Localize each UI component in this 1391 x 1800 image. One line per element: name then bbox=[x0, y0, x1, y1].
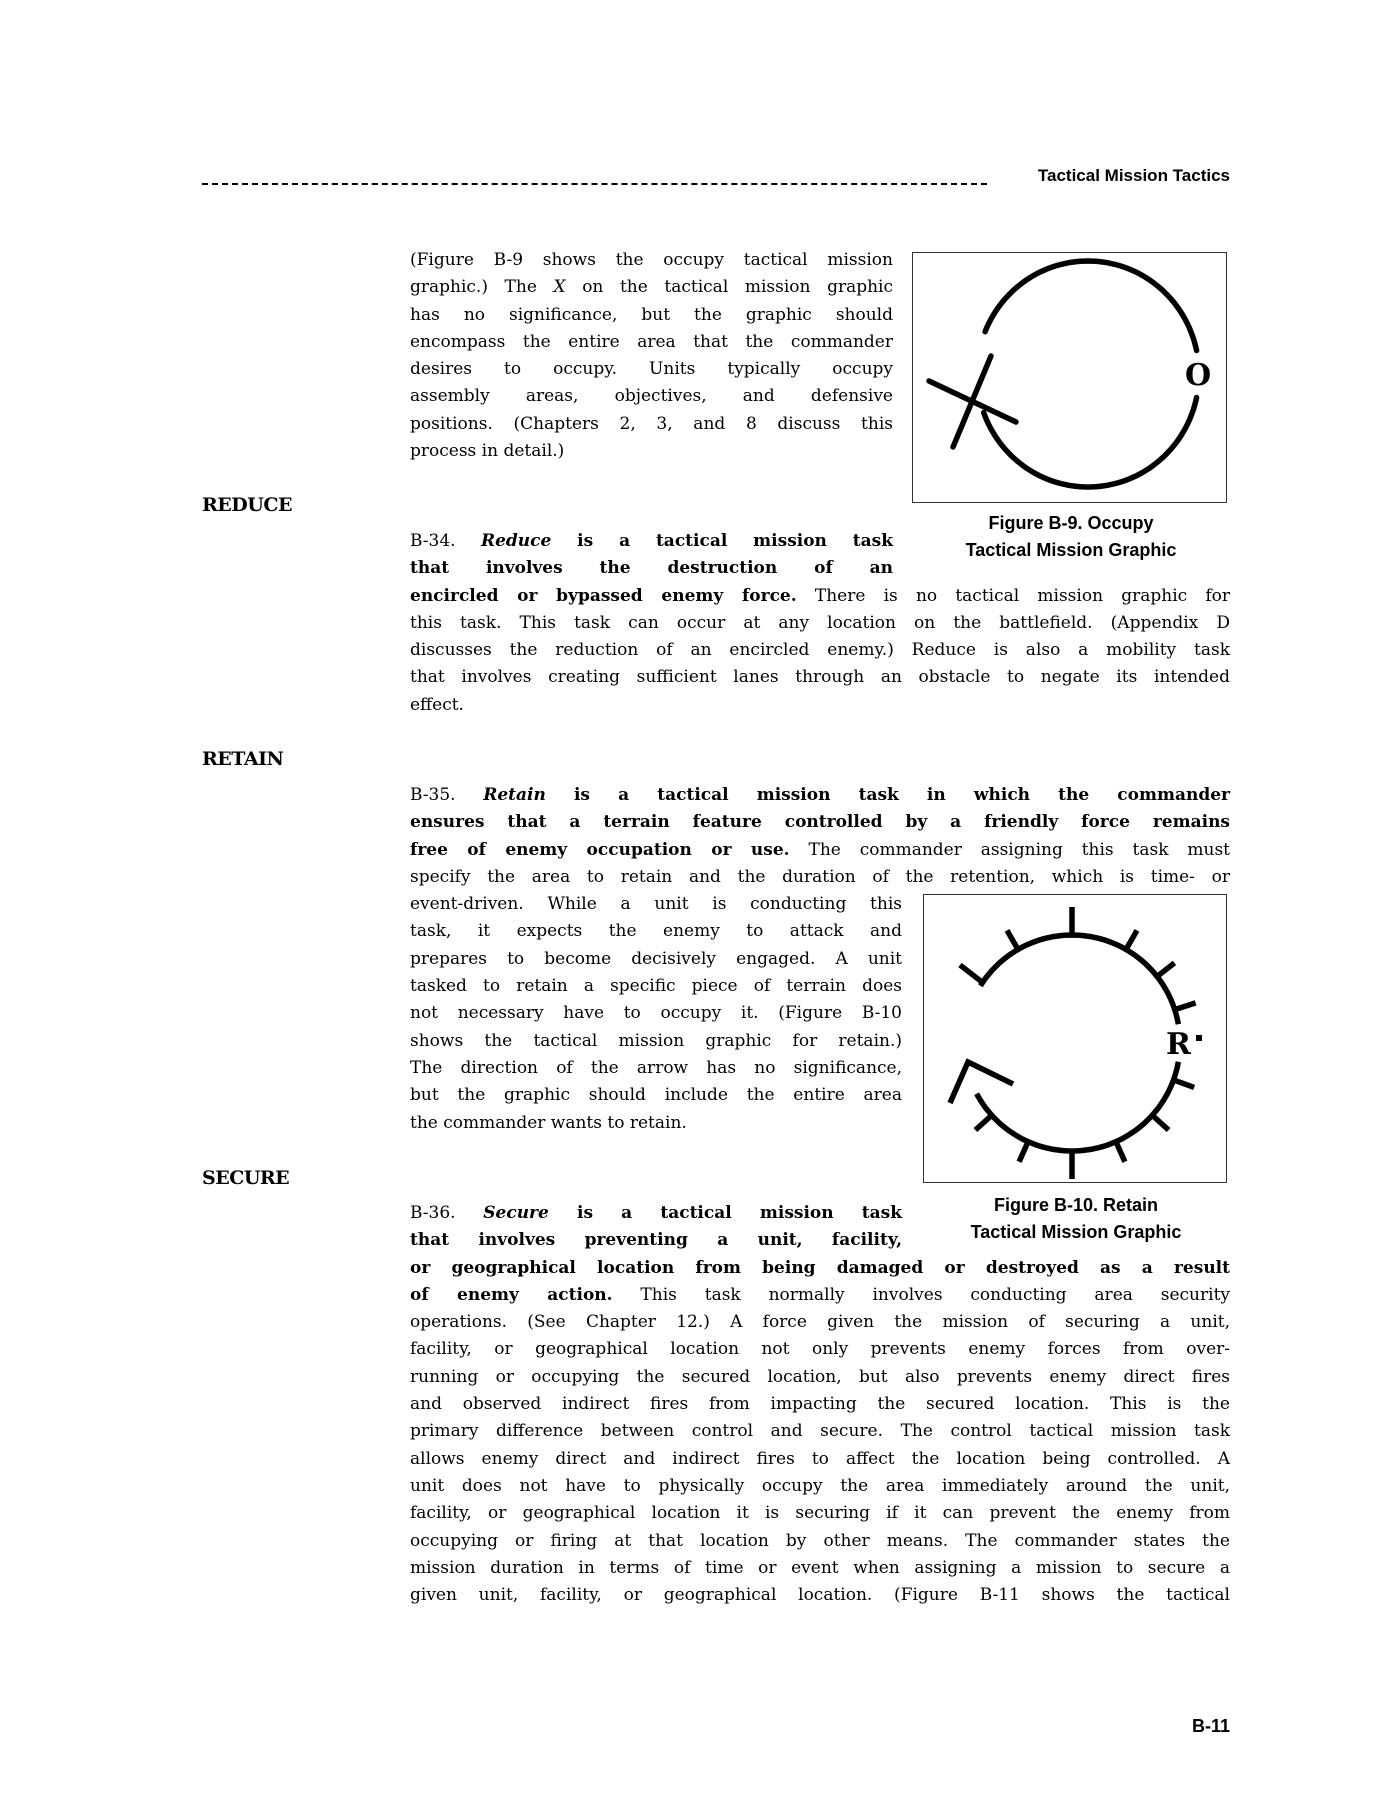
text-run: given unit, facility, or geographical location. (Figure B-11 shows the tactical bbox=[410, 1585, 1230, 1606]
heading-secure: SECURE bbox=[202, 1167, 290, 1189]
text-run: task, it expects the enemy to attack and bbox=[410, 921, 902, 942]
text-run: encompass the entire area that the commander bbox=[410, 331, 893, 352]
retain-tick-mark bbox=[1116, 1142, 1125, 1162]
text-run: facility, or geographical location not only prevents enemy forces from over- bbox=[410, 1339, 1230, 1360]
emphasis-run: X bbox=[553, 277, 566, 298]
text-run: facility, or geographical location it is securing if it can prevent the enemy from bbox=[410, 1503, 1230, 1524]
text-line bbox=[410, 891, 902, 918]
text-run: tasked to retain a specific piece of terrain does bbox=[410, 976, 902, 997]
figure-b-10-retain-graphic bbox=[923, 894, 1227, 1183]
text-line bbox=[410, 637, 1230, 664]
emphasis-run: encircled or bypassed enemy force. bbox=[410, 585, 797, 606]
retain-tick-mark bbox=[1157, 963, 1174, 977]
text-run: B-34. bbox=[410, 531, 481, 551]
text-line bbox=[410, 1364, 1230, 1391]
figure-b-10-caption bbox=[923, 1192, 1229, 1246]
text-line bbox=[410, 664, 1230, 691]
heading-retain: RETAIN bbox=[202, 748, 284, 770]
emphasis-run: is a tactical mission task bbox=[551, 531, 894, 551]
text-line bbox=[410, 1391, 1230, 1418]
text-line bbox=[410, 1582, 1230, 1609]
text-line bbox=[410, 583, 1230, 610]
retain-tick-mark bbox=[1019, 1142, 1028, 1162]
page-number: B-11 bbox=[1191, 1716, 1230, 1736]
text-line bbox=[410, 1282, 1230, 1309]
text-line bbox=[410, 837, 1230, 864]
text-line bbox=[410, 1473, 1230, 1500]
text-run: The commander assigning this task must bbox=[789, 839, 1230, 860]
text-run: occupying or firing at that location by other means. The commander states the bbox=[410, 1530, 1230, 1551]
text-line bbox=[410, 610, 1230, 637]
text-line bbox=[410, 864, 1230, 891]
retain-tick-mark bbox=[1152, 1115, 1168, 1130]
text-line bbox=[410, 247, 893, 274]
caption-line: Figure B-10. Retain bbox=[993, 1195, 1159, 1215]
text-run: This task normally involves conducting area security bbox=[612, 1284, 1230, 1305]
retain-symbol-label: R bbox=[1166, 1027, 1191, 1062]
text-run: effect. bbox=[410, 694, 464, 715]
caption-line: Tactical Mission Graphic bbox=[970, 1222, 1182, 1242]
text-line bbox=[410, 918, 902, 945]
text-line bbox=[410, 1028, 902, 1055]
emphasis-run: or geographical location from being damaged or destroyed as a result bbox=[410, 1257, 1230, 1278]
figure-b-9-occupy-graphic bbox=[912, 252, 1227, 503]
text-run: mission duration in terms of time or event when assigning a mission to secure a bbox=[410, 1557, 1230, 1578]
text-run: on the tactical mission graphic bbox=[565, 277, 893, 298]
text-run: shows the tactical mission graphic for retain.) bbox=[410, 1030, 902, 1051]
emphasis-run: is a tactical mission task in which the commander bbox=[545, 785, 1230, 805]
text-line bbox=[410, 782, 1230, 809]
text-line bbox=[410, 1555, 1230, 1582]
occupy-arc-lower bbox=[984, 398, 1197, 488]
text-run: but the graphic should include the entire area bbox=[410, 1085, 902, 1106]
emphasis-run: Secure bbox=[483, 1203, 549, 1223]
text-line bbox=[410, 1200, 902, 1227]
text-line bbox=[410, 1528, 1230, 1555]
text-line bbox=[410, 1418, 1230, 1445]
retain-tick-mark bbox=[1007, 930, 1018, 949]
text-run: unit does not have to physically occupy the area immediately around the unit, bbox=[410, 1475, 1230, 1496]
text-line bbox=[410, 973, 902, 1000]
x-mark-stroke-2 bbox=[953, 356, 991, 447]
text-run: B-35. bbox=[410, 785, 484, 805]
emphasis-run: Retain bbox=[483, 785, 546, 805]
retain-tick-mark bbox=[1175, 1003, 1196, 1010]
occupy-graphic-icon bbox=[913, 253, 1228, 504]
retain-dot bbox=[1196, 1035, 1202, 1041]
emphasis-run: of enemy action. bbox=[410, 1284, 613, 1305]
text-run: graphic.) The bbox=[410, 277, 554, 298]
emphasis-run: ensures that a terrain feature controlled by a friendly force remains bbox=[410, 812, 1230, 833]
header-rule bbox=[202, 183, 987, 185]
text-run: positions. (Chapters 2, 3, and 8 discuss this bbox=[410, 413, 893, 434]
text-run: assembly areas, objectives, and defensive bbox=[410, 386, 893, 407]
text-line bbox=[410, 356, 893, 383]
text-line bbox=[410, 1227, 902, 1254]
text-line bbox=[410, 1336, 1230, 1363]
text-run: B-36. bbox=[410, 1203, 484, 1223]
text-line bbox=[410, 1446, 1230, 1473]
text-run: has no significance, but the graphic should bbox=[410, 304, 893, 325]
text-line bbox=[410, 1082, 902, 1109]
text-run: event-driven. While a unit is conducting this bbox=[410, 894, 902, 915]
text-line bbox=[410, 274, 893, 301]
emphasis-run: is a tactical mission task bbox=[548, 1203, 903, 1223]
text-line bbox=[410, 438, 893, 465]
occupy-arc-upper bbox=[985, 261, 1197, 351]
text-run: the commander wants to retain. bbox=[410, 1112, 687, 1133]
text-run: this task. This task can occur at any location on the battlefield. (Appendix D bbox=[410, 612, 1230, 633]
retain-tail-stroke bbox=[960, 965, 982, 982]
text-run: specify the area to retain and the duration of the retention, which is time- or bbox=[410, 866, 1230, 887]
text-line bbox=[410, 1110, 902, 1137]
text-run: and observed indirect fires from impacting the secured location. This is the bbox=[410, 1394, 1230, 1415]
text-line bbox=[410, 1255, 1230, 1282]
emphasis-run: that involves preventing a unit, facility, bbox=[410, 1230, 902, 1251]
text-line bbox=[410, 329, 893, 356]
text-run: primary difference between control and secure. The control tactical mission task bbox=[410, 1421, 1230, 1442]
text-run: not necessary have to occupy it. (Figure B-10 bbox=[410, 1003, 902, 1024]
text-line bbox=[410, 1000, 902, 1027]
running-header: Tactical Mission Tactics bbox=[1037, 166, 1230, 185]
paragraph-occupy-continued bbox=[410, 247, 893, 465]
text-run: prepares to become decisively engaged. A unit bbox=[410, 948, 902, 969]
emphasis-run: that involves the destruction of an bbox=[410, 558, 893, 579]
emphasis-run: Reduce bbox=[480, 531, 552, 551]
retain-tick-mark bbox=[975, 1115, 991, 1130]
caption-line: Tactical Mission Graphic bbox=[965, 540, 1177, 560]
text-run: allows enemy direct and indirect fires to affect the location being controlled. A bbox=[410, 1448, 1230, 1469]
text-line bbox=[410, 383, 893, 410]
text-run: discusses the reduction of an encircled enemy.) Reduce is also a mobility task bbox=[410, 640, 1230, 661]
text-run: process in detail.) bbox=[410, 441, 565, 462]
retain-arc-upper bbox=[980, 935, 1178, 1024]
heading-reduce: REDUCE bbox=[202, 494, 292, 516]
text-line bbox=[410, 302, 893, 329]
text-run: operations. (See Chapter 12.) A force given the mission of securing a unit, bbox=[410, 1312, 1230, 1333]
text-run: running or occupying the secured location, but also prevents enemy direct fires bbox=[410, 1366, 1230, 1387]
text-line bbox=[410, 809, 1230, 836]
text-run: (Figure B-9 shows the occupy tactical mission bbox=[410, 250, 893, 270]
occupy-symbol-label: O bbox=[1185, 358, 1212, 393]
text-line bbox=[410, 1055, 902, 1082]
text-line bbox=[410, 946, 902, 973]
text-line bbox=[410, 1500, 1230, 1527]
text-run: that involves creating sufficient lanes through an obstacle to negate its intended bbox=[410, 667, 1230, 688]
text-run: There is no tactical mission graphic for bbox=[796, 585, 1230, 606]
retain-arc-lower bbox=[977, 1062, 1179, 1151]
text-line bbox=[410, 692, 1230, 719]
caption-line: Figure B-9. Occupy bbox=[988, 513, 1154, 533]
emphasis-run: free of enemy occupation or use. bbox=[410, 839, 790, 860]
paragraph-b-36-secure bbox=[410, 1200, 1230, 1609]
retain-tick-mark bbox=[1173, 1080, 1194, 1088]
text-run: The direction of the arrow has no significance, bbox=[410, 1057, 902, 1078]
figure-b-9-caption bbox=[912, 510, 1230, 564]
retain-graphic-icon bbox=[924, 895, 1228, 1184]
text-line bbox=[410, 528, 893, 555]
text-line bbox=[410, 411, 893, 438]
retain-tick-mark bbox=[1126, 930, 1137, 949]
text-line bbox=[410, 1309, 1230, 1336]
text-run: desires to occupy. Units typically occupy bbox=[410, 359, 893, 380]
text-line bbox=[410, 555, 893, 582]
